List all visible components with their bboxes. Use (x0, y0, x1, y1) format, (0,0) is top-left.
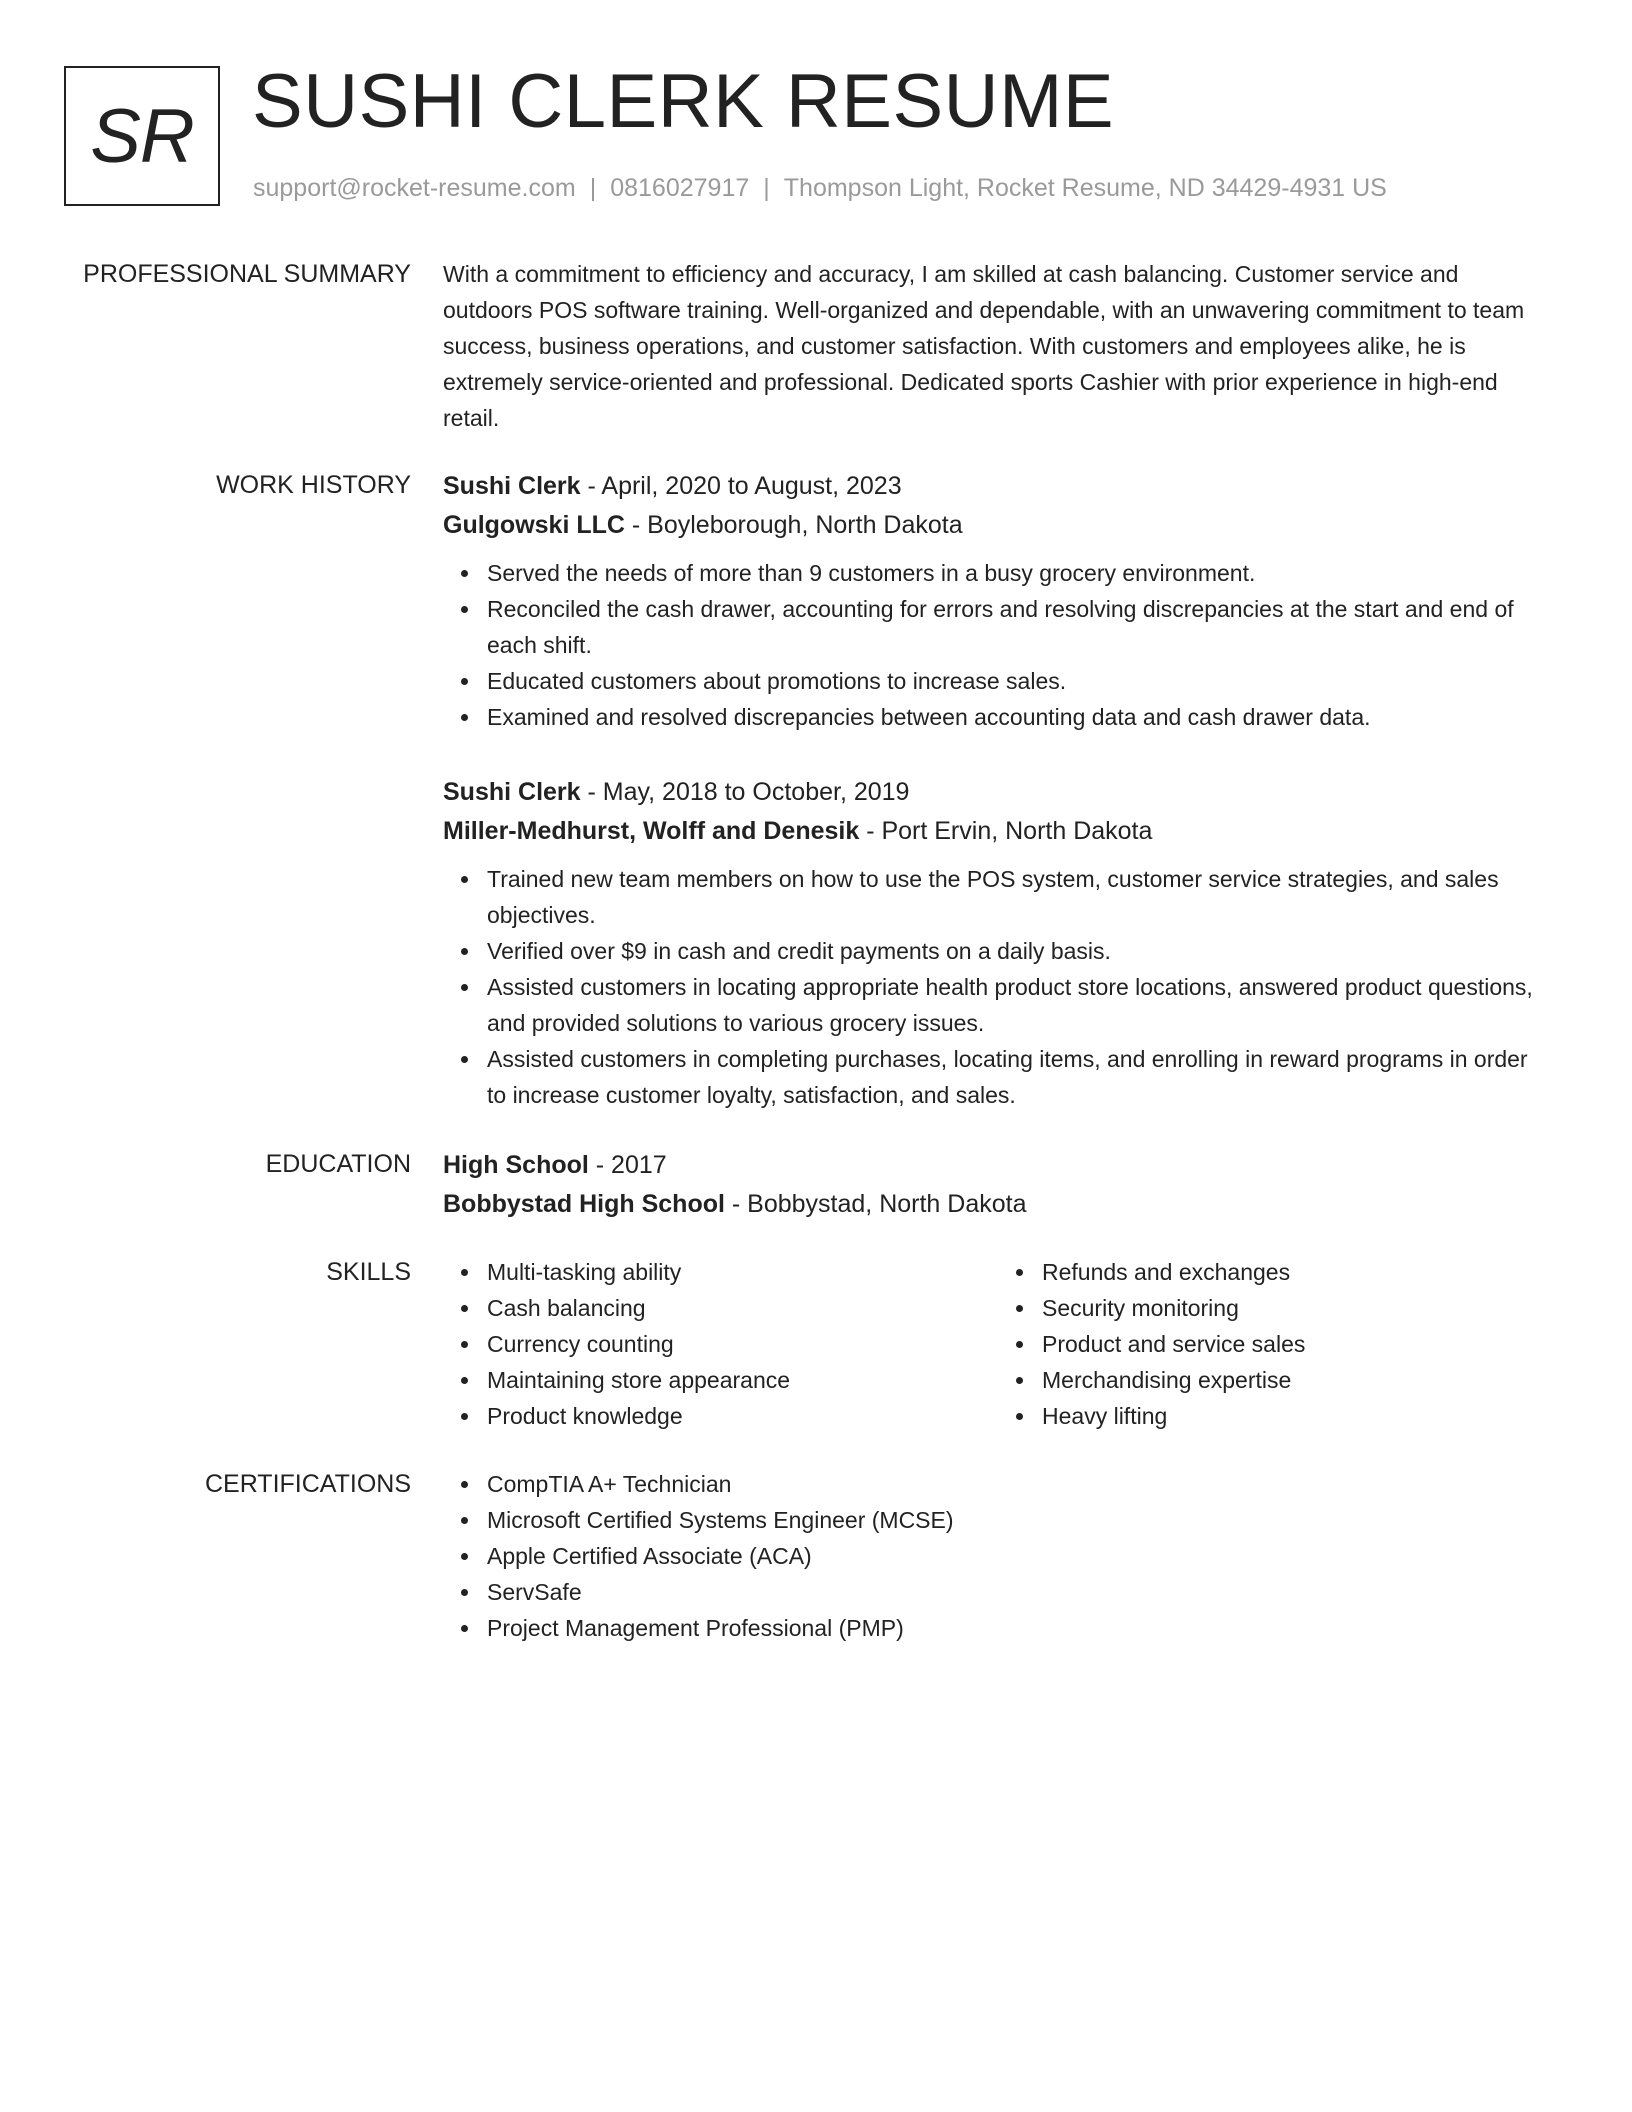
job-company-line (443, 506, 1553, 545)
list-item: Refunds and exchanges (1042, 1254, 1553, 1290)
education-school: Bobbystad High School (443, 1190, 725, 1218)
job-title: Sushi Clerk (443, 778, 581, 806)
job-dates: - May, 2018 to October, 2019 (580, 778, 910, 806)
list-item: Heavy lifting (1042, 1398, 1553, 1434)
list-item: Microsoft Certified Systems Engineer (MCSE) (487, 1502, 1553, 1538)
list-item: Merchandising expertise (1042, 1362, 1553, 1398)
contact-line (253, 172, 1387, 204)
job-bullets (443, 555, 1553, 735)
list-item: Product and service sales (1042, 1326, 1553, 1362)
job-entry (443, 773, 1553, 1113)
education-location: - Bobbystad, North Dakota (724, 1190, 1027, 1218)
list-item: Verified over $9 in cash and credit payments on a daily basis. (487, 933, 1553, 969)
list-item: Product knowledge (487, 1398, 998, 1434)
job-title-line (443, 773, 1553, 812)
job-dates: - April, 2020 to August, 2023 (580, 472, 902, 500)
job-company: Miller-Medhurst, Wolff and Denesik (443, 817, 860, 845)
education-body (443, 1146, 1553, 1224)
contact-separator: | (763, 174, 770, 202)
monogram-text: SR (90, 93, 194, 179)
list-item: CompTIA A+ Technician (487, 1466, 1553, 1502)
list-item: Trained new team members on how to use the POS system, customer service strategies, and sales objectives. (487, 861, 1553, 933)
education-degree: High School (443, 1151, 589, 1179)
list-item: Educated customers about promotions to increase sales. (487, 663, 1553, 699)
list-item: ServSafe (487, 1574, 1553, 1610)
resume-title: SUSHI CLERK RESUME (252, 59, 1115, 144)
summary-text: With a commitment to efficiency and accuracy, I am skilled at cash balancing. Customer service and outdoors POS software training. Well-organized and dependable, with an unwavering commitment to team success, business operations, and customer satisfaction. With customers and employees alike, he is extremely service-oriented and professional. Dedicated sports Cashier with prior experience in high-end retail. (443, 261, 1525, 431)
job-bullets (443, 861, 1553, 1113)
job-company: Gulgowski LLC (443, 511, 625, 539)
job-title: Sushi Clerk (443, 472, 581, 500)
list-item: Reconciled the cash drawer, accounting for errors and resolving discrepancies at the start and end of each shift. (487, 591, 1553, 663)
education-year: - 2017 (588, 1151, 667, 1179)
skills-list-right (998, 1254, 1553, 1434)
list-item: Served the needs of more than 9 customers in a busy grocery environment. (487, 555, 1553, 591)
work-history-body (443, 467, 1553, 1113)
list-item: Assisted customers in completing purchases, locating items, and enrolling in reward programs in order to increase customer loyalty, satisfaction, and sales. (487, 1041, 1553, 1113)
education-degree-line (443, 1146, 1553, 1185)
list-item: Apple Certified Associate (ACA) (487, 1538, 1553, 1574)
skills-list-left (443, 1254, 998, 1434)
job-title-line (443, 467, 1553, 506)
list-item: Maintaining store appearance (487, 1362, 998, 1398)
summary-body (443, 256, 1553, 436)
section-label-summary: PROFESSIONAL SUMMARY (83, 260, 411, 288)
contact-separator: | (589, 174, 597, 202)
job-entry (443, 467, 1553, 735)
contact-email[interactable]: support@rocket-resume.com (253, 174, 576, 202)
contact-address: Thompson Light, Rocket Resume, ND 34429-4931 US (783, 174, 1387, 202)
section-label-skills: SKILLS (326, 1258, 411, 1286)
section-label-education: EDUCATION (265, 1150, 411, 1178)
list-item: Project Management Professional (PMP) (487, 1610, 1553, 1646)
certifications-list (443, 1466, 1553, 1646)
list-item: Cash balancing (487, 1290, 998, 1326)
monogram-logo (64, 66, 220, 206)
list-item: Assisted customers in locating appropriate health product store locations, answered product questions, and provided solutions to various grocery issues. (487, 969, 1553, 1041)
job-location: - Port Ervin, North Dakota (859, 817, 1153, 845)
contact-phone[interactable]: 0816027917 (610, 174, 750, 202)
list-item: Currency counting (487, 1326, 998, 1362)
education-school-line (443, 1185, 1553, 1224)
job-location: - Boyleborough, North Dakota (624, 511, 963, 539)
list-item: Examined and resolved discrepancies between accounting data and cash drawer data. (487, 699, 1553, 735)
skills-body (443, 1254, 1553, 1434)
section-label-work-history: WORK HISTORY (216, 471, 411, 499)
job-company-line (443, 812, 1553, 851)
list-item: Multi-tasking ability (487, 1254, 998, 1290)
list-item: Security monitoring (1042, 1290, 1553, 1326)
section-label-certifications: CERTIFICATIONS (204, 1470, 411, 1498)
certifications-body (443, 1466, 1553, 1646)
